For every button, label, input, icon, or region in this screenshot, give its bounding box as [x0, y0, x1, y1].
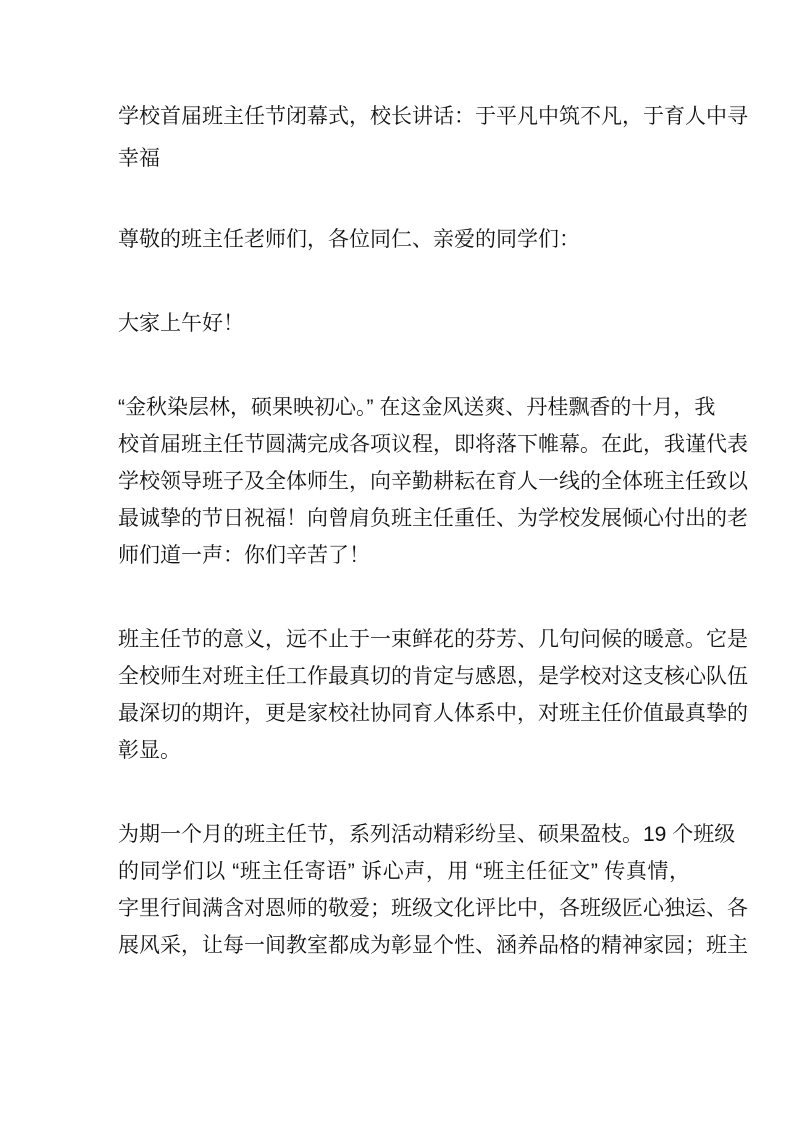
paragraph-line: 展风采，让每一间教室都成为彰显个性、涵养品格的精神家园；班主: [118, 934, 748, 957]
paragraph-line: 学校领导班子及全体师生，向辛勤耕耘在育人一线的全体班主任致以: [118, 470, 748, 493]
document-title: [118, 96, 748, 180]
title-line: 幸福: [118, 147, 160, 170]
title-line: 学校首届班主任节闭幕式，校长讲话：于平凡中筑不凡，于育人中寻: [118, 105, 748, 128]
paragraph-2: [118, 621, 748, 769]
paragraph-line: 最诚挚的节日祝福！向曾肩负班主任重任、为学校发展倾心付出的老: [118, 507, 748, 530]
greeting-text: 大家上午好！: [118, 312, 244, 335]
paragraph-3: [118, 816, 748, 964]
paragraph-line: 师们道一声：你们辛苦了！: [118, 544, 370, 567]
paragraph-line: 全校师生对班主任工作最真切的肯定与感恩，是学校对这支核心队伍: [118, 665, 748, 688]
paragraph-line: 字里行间满含对恩师的敬爱；班级文化评比中，各班级匠心独运、各: [118, 897, 748, 920]
paragraph-1: [118, 389, 748, 574]
paragraph-line: 为期一个月的班主任节，系列活动精彩纷呈、硕果盈枝。19 个班级: [118, 823, 736, 846]
paragraph-line: 的同学们以 “班主任寄语” 诉心声，用 “班主任征文” 传真情，: [118, 860, 690, 883]
paragraph-line: 班主任节的意义，远不止于一束鲜花的芬芳、几句问候的暖意。它是: [118, 628, 748, 651]
paragraph-line: 彰显。: [118, 739, 181, 762]
greeting: [118, 305, 690, 342]
document-page: [118, 96, 748, 1011]
salutation: [118, 221, 690, 258]
paragraph-line: “金秋染层林，硕果映初心。” 在这金风送爽、丹桂飘香的十月，我: [118, 396, 716, 419]
paragraph-line: 最深切的期许，更是家校社协同育人体系中，对班主任价值最真挚的: [118, 702, 748, 725]
paragraph-line: 校首届班主任节圆满完成各项议程，即将落下帷幕。在此，我谨代表: [118, 433, 748, 456]
salutation-text: 尊敬的班主任老师们，各位同仁、亲爱的同学们：: [118, 228, 580, 251]
